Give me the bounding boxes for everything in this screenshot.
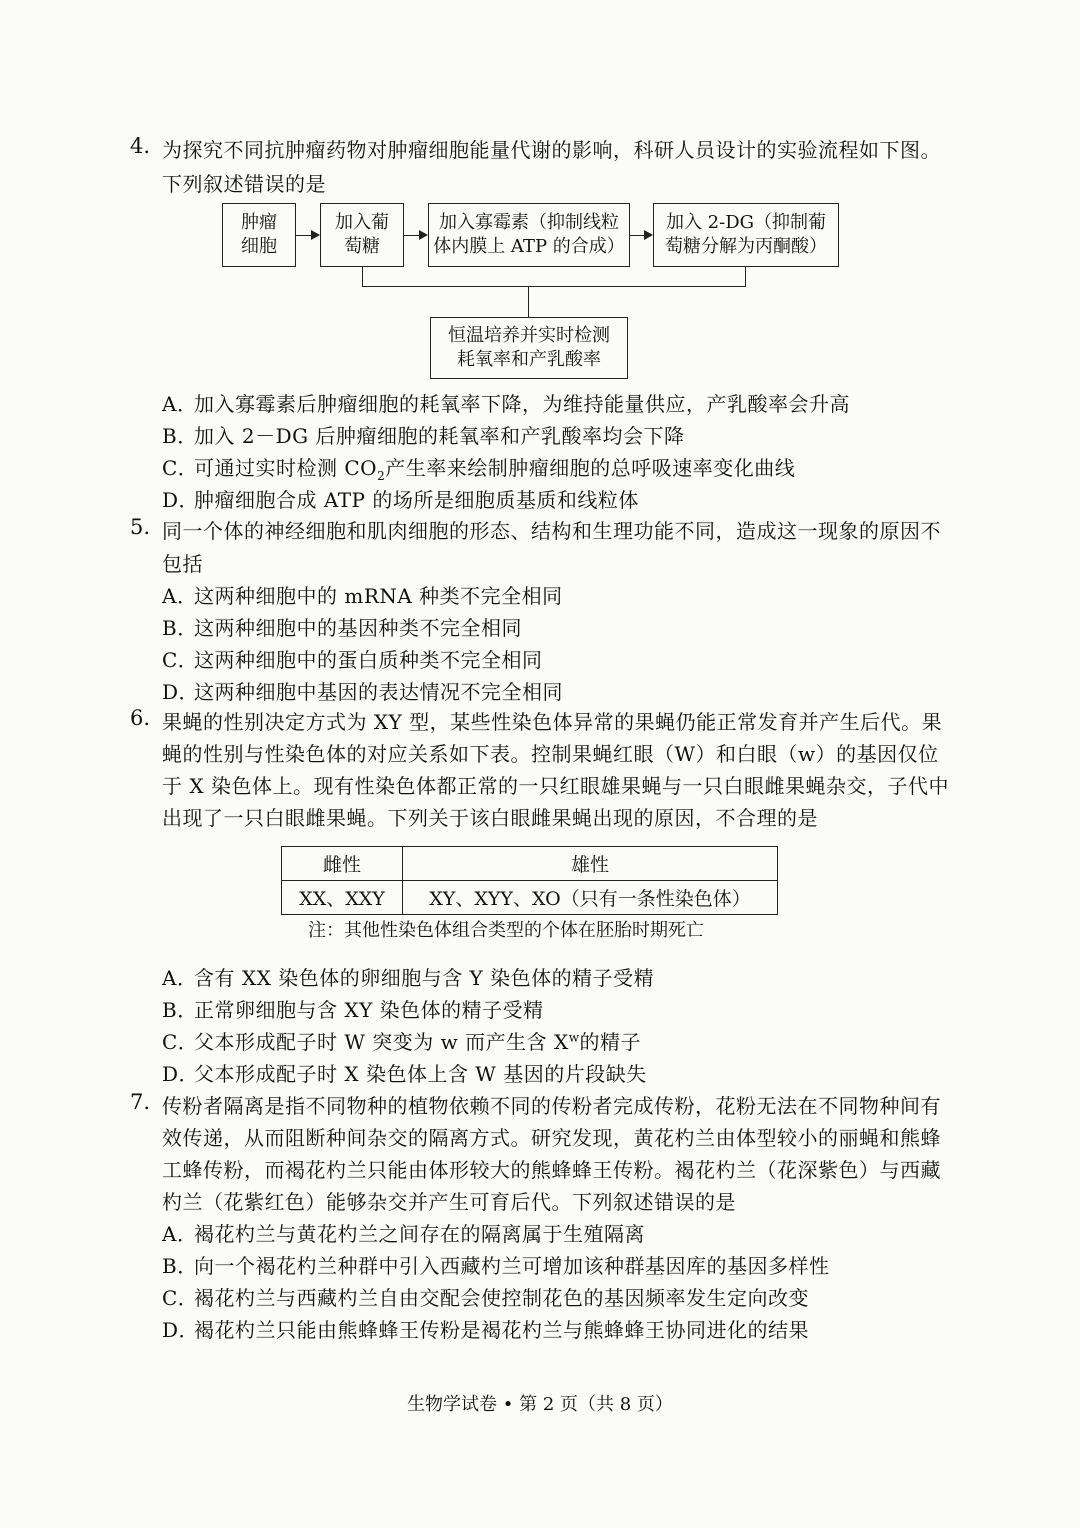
question-text: 出现了一只白眼雌果蝇。下列关于该白眼雌果蝇出现的原因，不合理的是: [162, 806, 818, 830]
question-text: 杓兰（花紫红色）能够杂交并产生可育后代。下列叙述错误的是: [162, 1190, 736, 1214]
flow-box-add-oligomycin: 加入寡霉素（抑制线粒 体内膜上 ATP 的合成）: [428, 203, 630, 267]
option-a[interactable]: A．这两种细胞中的 mRNA 种类不完全相同: [162, 584, 563, 608]
table-header-female: 雌性: [282, 847, 403, 881]
flow-arrow: [630, 235, 651, 236]
question-number: 4.: [130, 134, 151, 158]
flow-connector: [362, 267, 363, 286]
question-text: 蝇的性别与性染色体的对应关系如下表。控制果蝇红眼（W）和白眼（w）的基因仅位: [162, 742, 939, 766]
flow-arrow: [404, 235, 426, 236]
question-text: 下列叙述错误的是: [162, 172, 326, 196]
flow-arrow: [296, 235, 318, 236]
flow-box-add-2dg: 加入 2-DG（抑制葡 萄糖分解为丙酮酸）: [653, 203, 839, 267]
question-number: 5.: [130, 515, 151, 539]
option-c[interactable]: C．可通过实时检测 $CO_2$产生率来绘制肿瘤细胞的总呼吸速率变化曲线: [162, 456, 796, 483]
question-text: 于 X 染色体上。现有性染色体都正常的一只红眼雄果蝇与一只白眼雌果蝇杂交，子代中: [162, 774, 949, 798]
option-b[interactable]: B．加入 2－DG 后肿瘤细胞的耗氧率和产乳酸率均会下降: [162, 424, 685, 448]
sex-chromosome-table: [281, 846, 778, 915]
option-c[interactable]: C．父本形成配子时 W 突变为 w 而产生含 $X^w$的精子: [162, 1030, 641, 1054]
table-row: [282, 847, 778, 881]
question-text: 果蝇的性别决定方式为 XY 型，某些性染色体异常的果蝇仍能正常发育并产生后代。果: [162, 710, 943, 734]
option-b[interactable]: B．向一个褐花杓兰种群中引入西藏杓兰可增加该种群基因库的基因多样性: [162, 1254, 830, 1278]
flow-box-add-glucose: 加入葡 萄糖: [320, 203, 404, 267]
option-a[interactable]: A．褐花杓兰与黄花杓兰之间存在的隔离属于生殖隔离: [162, 1222, 645, 1246]
flow-box-tumor-cells: 肿瘤 细胞: [222, 203, 296, 267]
table-header-male: 雄性: [403, 847, 778, 881]
flow-connector: [362, 286, 746, 287]
question-text: 工蜂传粉，而褐花杓兰只能由体形较大的熊蜂蜂王传粉。褐花杓兰（花深紫色）与西藏: [162, 1158, 941, 1182]
table-note: 注：其他性染色体组合类型的个体在胚胎时期死亡: [308, 920, 704, 941]
table-cell-male: XY、XYY、XO（只有一条性染色体）: [403, 881, 778, 915]
question-text: 同一个体的神经细胞和肌肉细胞的形态、结构和生理功能不同，造成这一现象的原因不: [162, 519, 941, 543]
page-footer: 生物学试卷 • 第 2 页（共 8 页）: [407, 1394, 673, 1415]
option-a[interactable]: A．含有 XX 染色体的卵细胞与含 Y 染色体的精子受精: [162, 966, 655, 990]
option-d[interactable]: D．这两种细胞中基因的表达情况不完全相同: [162, 680, 563, 704]
question-number: 6.: [130, 706, 151, 730]
option-d[interactable]: D．肿瘤细胞合成 ATP 的场所是细胞质基质和线粒体: [162, 488, 639, 512]
option-b[interactable]: B．这两种细胞中的基因种类不完全相同: [162, 616, 522, 640]
question-number: 7.: [130, 1090, 151, 1114]
option-c[interactable]: C．褐花杓兰与西藏杓兰自由交配会使控制花色的基因频率发生定向改变: [162, 1286, 809, 1310]
option-a[interactable]: A．加入寡霉素后肿瘤细胞的耗氧率下降，为维持能量供应，产乳酸率会升高: [162, 392, 850, 416]
flow-connector: [528, 286, 529, 317]
question-text: 包括: [162, 552, 203, 576]
question-text: 为探究不同抗肿瘤药物对肿瘤细胞能量代谢的影响，科研人员设计的实验流程如下图。: [162, 138, 941, 162]
flow-connector: [745, 267, 746, 286]
table-row: [282, 881, 778, 915]
flow-box-culture-detect: 恒温培养并实时检测 耗氧率和产乳酸率: [430, 317, 628, 379]
option-d[interactable]: D．父本形成配子时 X 染色体上含 W 基因的片段缺失: [162, 1062, 647, 1086]
option-d[interactable]: D．褐花杓兰只能由熊蜂蜂王传粉是褐花杓兰与熊蜂蜂王协同进化的结果: [162, 1318, 809, 1342]
question-text: 效传递，从而阻断种间杂交的隔离方式。研究发现，黄花杓兰由体型较小的丽蝇和熊蜂: [162, 1126, 941, 1150]
table-cell-female: XX、XXY: [282, 881, 403, 915]
option-c[interactable]: C．这两种细胞中的蛋白质种类不完全相同: [162, 648, 543, 672]
option-b[interactable]: B．正常卵细胞与含 XY 染色体的精子受精: [162, 998, 544, 1022]
question-text: 传粉者隔离是指不同物种的植物依赖不同的传粉者完成传粉，花粉无法在不同物种间有: [162, 1094, 941, 1118]
